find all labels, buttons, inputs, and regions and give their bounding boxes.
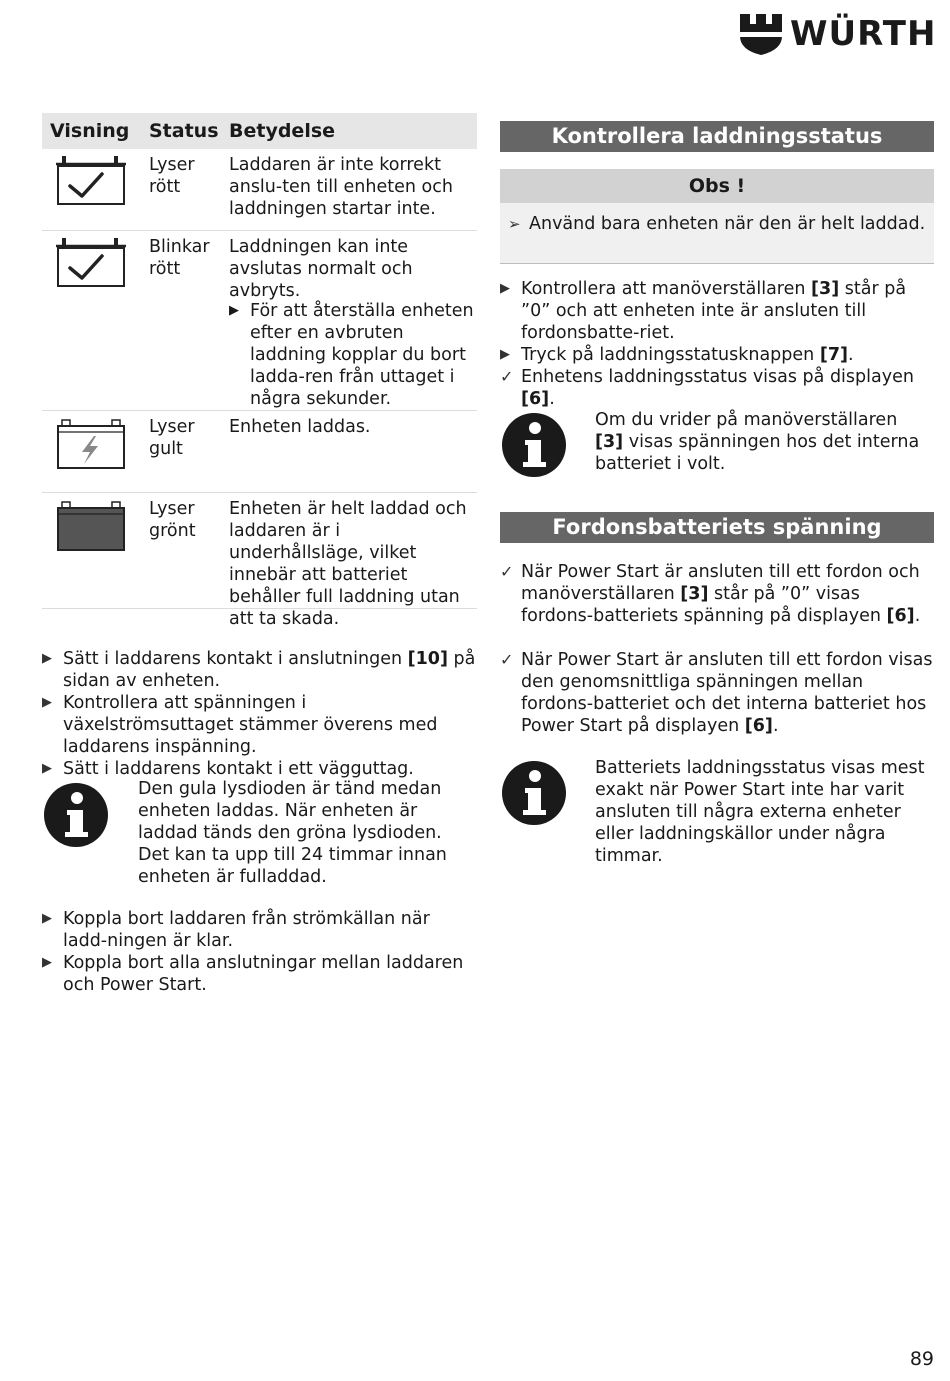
step-text: . [848,345,854,365]
step-text: Enhetens laddningsstatus visas på displayen [521,367,914,387]
row-divider [42,608,477,609]
step-text: . [549,389,555,409]
section-heading-vehicle-battery: Fordonsbatteriets spänning [500,512,934,543]
header-status: Status [149,120,219,142]
arrow-bullet-icon: ▶ [500,281,510,296]
list-item [42,908,477,952]
row-divider [42,230,477,231]
reference-number: [6] [744,716,773,736]
header-display: Visning [50,120,130,142]
vehicle-battery-results [500,561,934,737]
charge-status-steps [500,278,934,410]
disconnect-steps [42,908,477,996]
notice-box [500,169,934,263]
table-sub-bullet [229,300,474,410]
check-mark-icon: ✓ [500,367,514,386]
info-icon [501,412,567,478]
reference-number: [6] [521,389,550,409]
chevron-bullet-icon: ➢ [508,215,521,233]
list-item [42,758,477,780]
row-divider [42,492,477,493]
status-text: Lyser rött [149,155,195,197]
reference-number: [3] [811,279,840,299]
step-text: Sätt i laddarens kontakt i anslutningen [63,649,408,669]
reference-number: [10] [407,649,448,669]
meaning-text: Laddaren är inte korrekt anslu-ten till enheten och laddningen startar inte. [229,155,453,219]
battery-charging-icon [56,418,126,476]
status-text: Blinkar rött [149,237,210,279]
arrow-bullet-icon: ▶ [42,651,52,666]
step-text: Sätt i laddarens kontakt i ett vägguttag. [63,759,414,779]
result-text: När Power Start är ansluten till ett fordon och manöverställaren [521,562,920,604]
reference-number: [3] [595,432,624,452]
info-icon [43,782,109,848]
check-mark-icon: ✓ [500,562,514,581]
result-text: . [914,606,921,626]
list-item [42,648,477,692]
arrow-bullet-icon: ▶ [500,347,510,362]
wurth-logo [740,12,936,56]
result-text: När Power Start är ansluten till ett fordon visas den genomsnittliga spänningen mellan fordons-batteriet och det interna batteriet hos Power Start på displayen [521,650,933,736]
arrow-bullet-icon: ▶ [42,761,52,776]
list-item [500,366,934,410]
result-text: . [772,716,779,736]
section-heading-charge-status: Kontrollera laddningsstatus [500,121,934,152]
status-text: Lyser gult [149,417,195,459]
check-mark-icon: ✓ [500,650,514,669]
row-divider [42,410,477,411]
arrow-bullet-icon: ▶ [42,955,52,970]
step-text: Kontrollera att manöverställaren [521,279,812,299]
info-text: Om du vrider på manöverställaren [595,410,898,430]
notice-text [508,213,949,235]
list-item [500,278,934,344]
step-text: Koppla bort laddaren från strömkällan när ladd-ningen är klar. [63,909,430,951]
arrow-bullet-icon: ▶ [42,695,52,710]
list-item [500,344,934,366]
header-meaning: Betydelse [229,120,336,142]
info-icon [501,760,567,826]
notice-body: Använd bara enheten när den är helt laddad. [529,214,926,234]
info-note: Den gula lysdioden är tänd medan enheten laddas. När enheten är laddad tänds den gröna lysdioden. Det kan ta upp till 24 timmar innan enheten är fulladdad. [138,779,447,887]
list-item [500,561,934,627]
step-text: på sidan av enheten. [63,649,476,691]
reference-number: [6] [886,606,915,626]
battery-check-icon [56,154,126,214]
info-note: Batteriets laddningsstatus visas mest exakt när Power Start inte har varit ansluten till några externa enheter eller laddningskällor under några timmar. [595,758,925,866]
list-item [500,649,934,737]
arrow-bullet-icon: ▶ [229,303,239,318]
reference-number: [7] [819,345,849,365]
connection-steps [42,648,477,780]
wurth-logo-text: WÜRTH [790,14,937,54]
battery-full-icon [56,500,126,558]
reference-number: [3] [680,584,709,604]
page-number: 89 [909,1348,934,1370]
info-text: visas spänningen hos det interna batteriet i volt. [595,432,920,474]
battery-check-icon [56,236,126,296]
step-text: Kontrollera att spänningen i växelströmsuttaget stämmer överens med laddarens inspänning. [63,693,438,757]
notice-divider [500,263,934,264]
info-note [595,409,930,475]
status-text: Lyser grönt [149,499,196,541]
meaning-text: Enheten laddas. [229,417,371,437]
list-item [42,952,477,996]
notice-title: Obs ! [500,169,934,203]
step-text: Tryck på laddningsstatusknappen [521,345,820,365]
step-text: Koppla bort alla anslutningar mellan laddaren och Power Start. [63,953,464,995]
wurth-logo-mark-icon [740,12,782,56]
sub-bullet-text: För att återställa enheten efter en avbruten laddning kopplar du bort ladda-ren från uttaget i några sekunder. [250,301,474,409]
result-text: står på ”0” visas fordons-batteriets spänning på displayen [521,584,887,626]
list-item [42,692,477,758]
table-header [42,113,477,149]
meaning-text: Laddningen kan inte avslutas normalt och avbryts. [229,237,413,301]
step-text: står på ”0” och att enheten inte är ansluten till fordonsbatte-riet. [521,279,907,343]
meaning-text: Enheten är helt laddad och laddaren är i underhållsläge, vilket innebär att batteriet behåller full laddning utan att ta skada. [229,499,467,629]
arrow-bullet-icon: ▶ [42,911,52,926]
